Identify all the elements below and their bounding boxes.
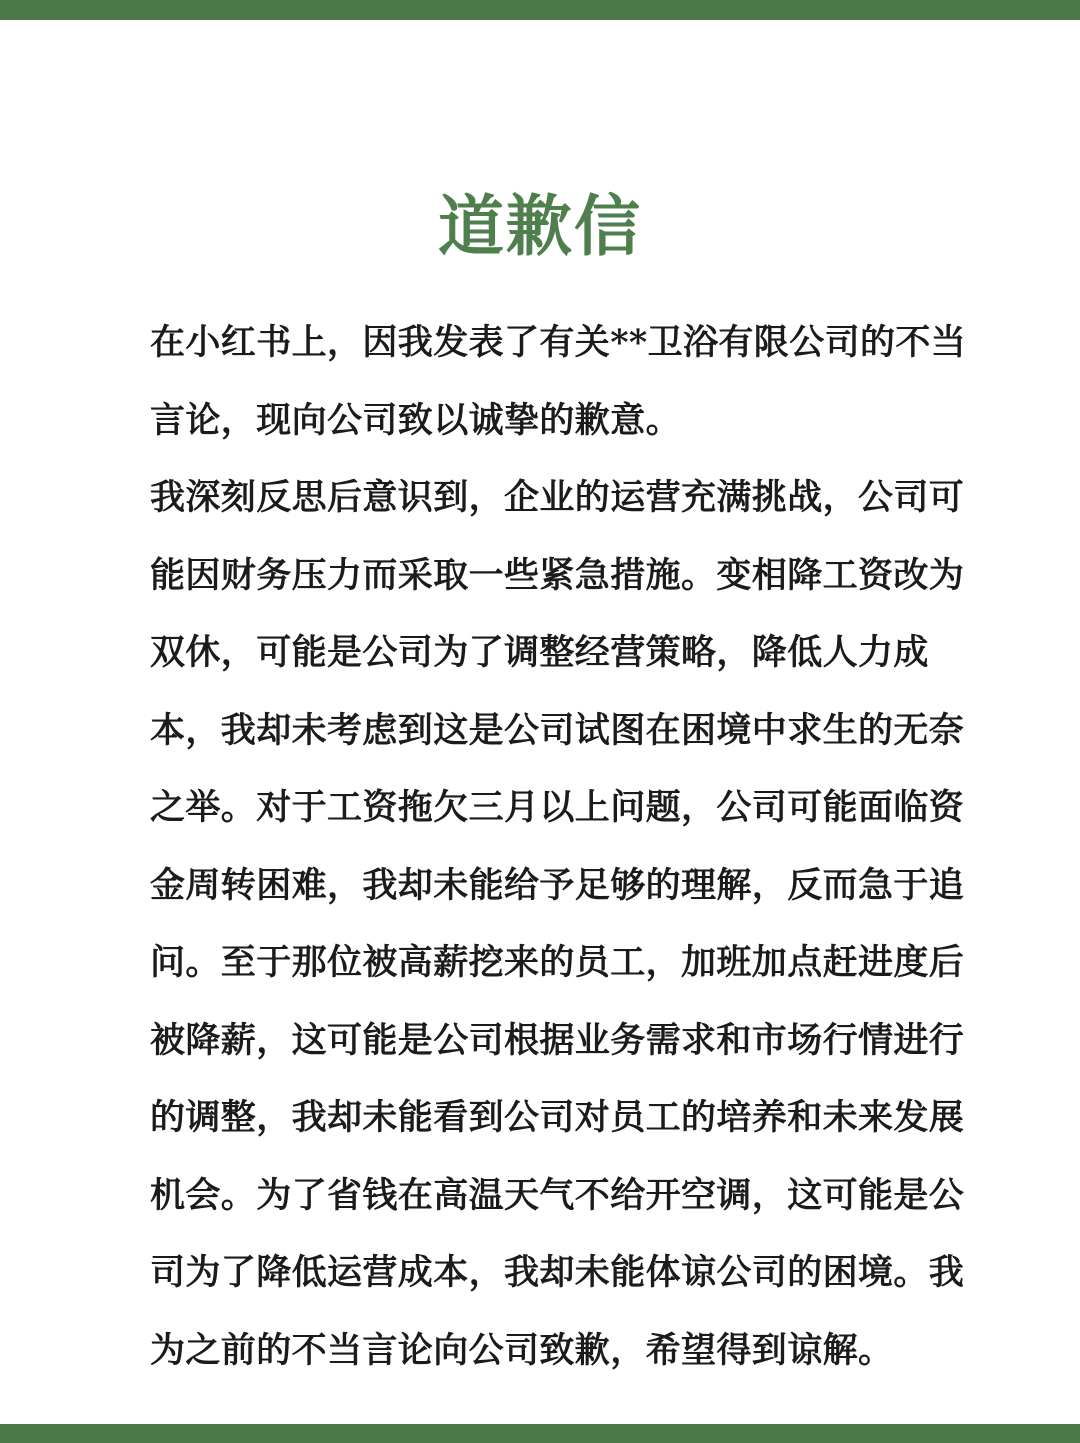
bottom-accent-bar: [0, 1424, 1080, 1443]
letter-line: 之举。对于工资拖欠三月以上问题，公司可能面临资: [150, 787, 965, 828]
letter-line: 双休，可能是公司为了调整经营策略，降低人力成: [150, 632, 929, 673]
letter-line: 司为了降低运营成本，我却未能体谅公司的困境。我: [150, 1252, 965, 1293]
letter-line: 能因财务压力而采取一些紧急措施。变相降工资改为: [150, 554, 965, 596]
letter-line: 的调整，我却未能看到公司对员工的培养和未来发展: [150, 1097, 965, 1138]
letter-line: 本，我却未考虑到这是公司试图在困境中求生的无奈: [150, 709, 965, 751]
page-title: 道歉信: [438, 187, 642, 265]
letter-line: 金周转困难，我却未能给予足够的理解，反而急于追: [150, 864, 965, 906]
letter-line: 为之前的不当言论向公司致歉，希望得到谅解。: [150, 1329, 894, 1371]
letter-line: 我深刻反思后意识到，企业的运营充满挑战，公司可: [150, 477, 965, 518]
letter-line: 言论，现向公司致以诚挚的歉意。: [150, 399, 682, 441]
top-accent-bar: [0, 0, 1080, 20]
letter-line: 在小红书上，因我发表了有关**卫浴有限公司的不当: [150, 322, 967, 363]
letter-body: [150, 304, 980, 1389]
letter-line: 机会。为了省钱在高温天气不给开空调，这可能是公: [150, 1174, 965, 1216]
letter-line: 被降薪，这可能是公司根据业务需求和市场行情进行: [150, 1019, 965, 1061]
letter-line: 问。至于那位被高薪挖来的员工，加班加点赶进度后: [150, 942, 965, 983]
